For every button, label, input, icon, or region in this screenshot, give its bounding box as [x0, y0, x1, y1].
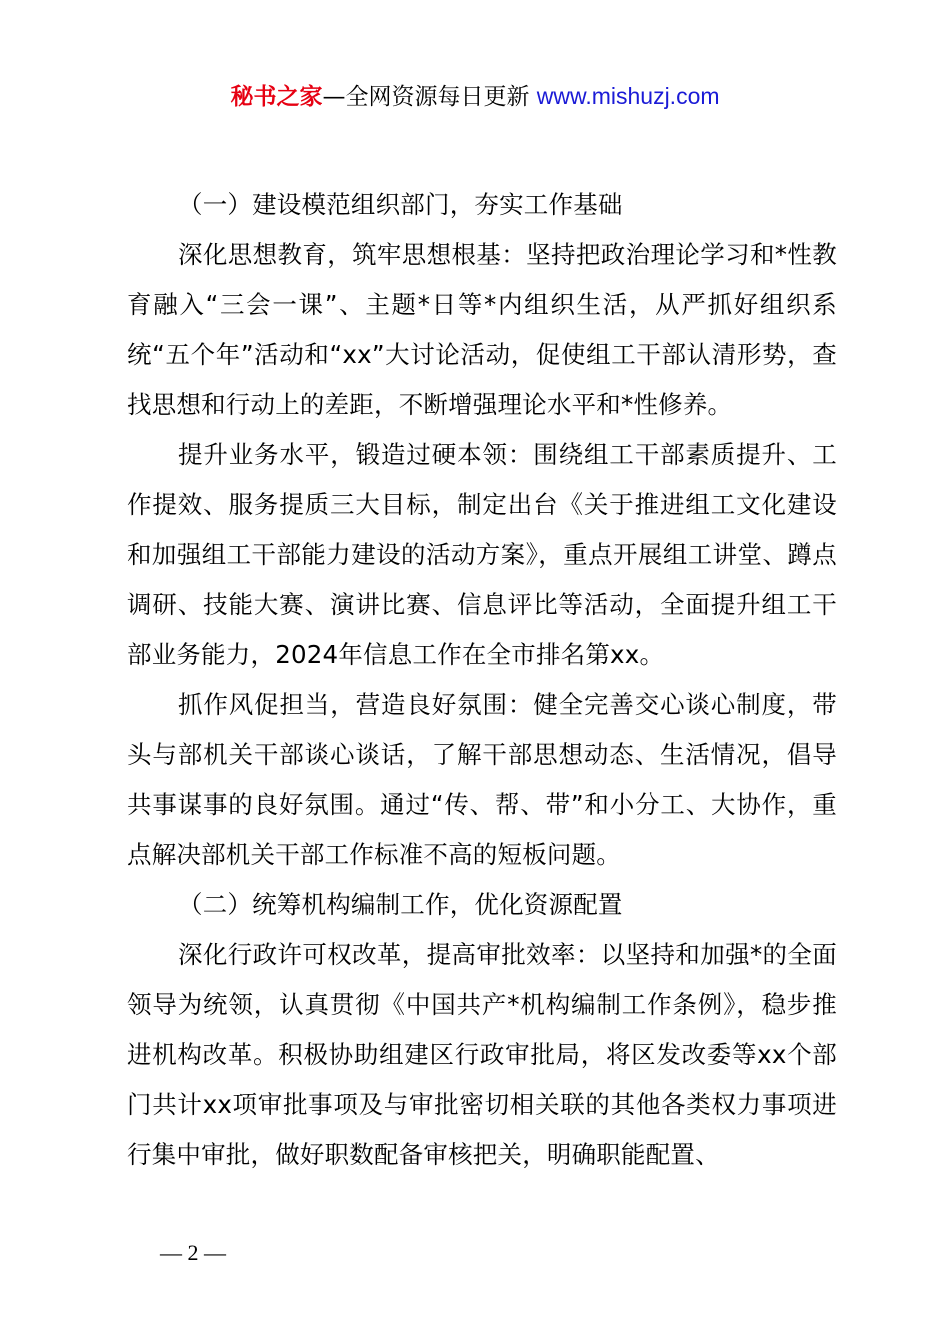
- paragraph-business: 提升业务水平，锻造过硬本领：围绕组工干部素质提升、工作提效、服务提质三大目标，制定出台《关于推进组工文化建设和加强组工干部能力建设的活动方案》，重点开展组工讲堂、蹲点调研、技能大赛、演讲比赛、信息评比等活动，全面提升组工干部业务能力，2024年信息工作在全市排名第xx。: [127, 440, 837, 669]
- header-tagline: —全网资源每日更新: [322, 84, 537, 110]
- site-header: [0, 80, 950, 113]
- section-heading-2: （二）统筹机构编制工作，优化资源配置: [178, 890, 623, 919]
- document-body: [127, 180, 837, 1180]
- site-url[interactable]: www.mishuzj.com: [536, 83, 720, 109]
- paragraph-reform: 深化行政许可权改革，提高审批效率：以坚持和加强*的全面领导为统领，认真贯彻《中国共产*机构编制工作条例》，稳步推进机构改革。积极协助组建区行政审批局，将区发改委等xx个部门共计xx项审批事项及与审批密切相关联的其他各类权力事项进行集中审批，做好职数配备审核把关，明确职能配置、: [127, 940, 837, 1169]
- paragraph-style: 抓作风促担当，营造良好氛围：健全完善交心谈心制度，带头与部机关干部谈心谈话，了解干部思想动态、生活情况，倡导共事谋事的良好氛围。通过“传、帮、带”和小分工、大协作，重点解决部机关干部工作标准不高的短板问题。: [127, 690, 837, 869]
- paragraph-ideology: 深化思想教育，筑牢思想根基：坚持把政治理论学习和*性教育融入“三会一课”、主题*日等*内组织生活，从严抓好组织系统“五个年”活动和“xx”大讨论活动，促使组工干部认清形势，查找思想和行动上的差距，不断增强理论水平和*性修养。: [127, 240, 837, 419]
- section-heading-1: （一）建设模范组织部门，夯实工作基础: [178, 190, 623, 219]
- page-number: — 2 —: [160, 1240, 226, 1265]
- brand-name: 秘书之家: [230, 84, 323, 110]
